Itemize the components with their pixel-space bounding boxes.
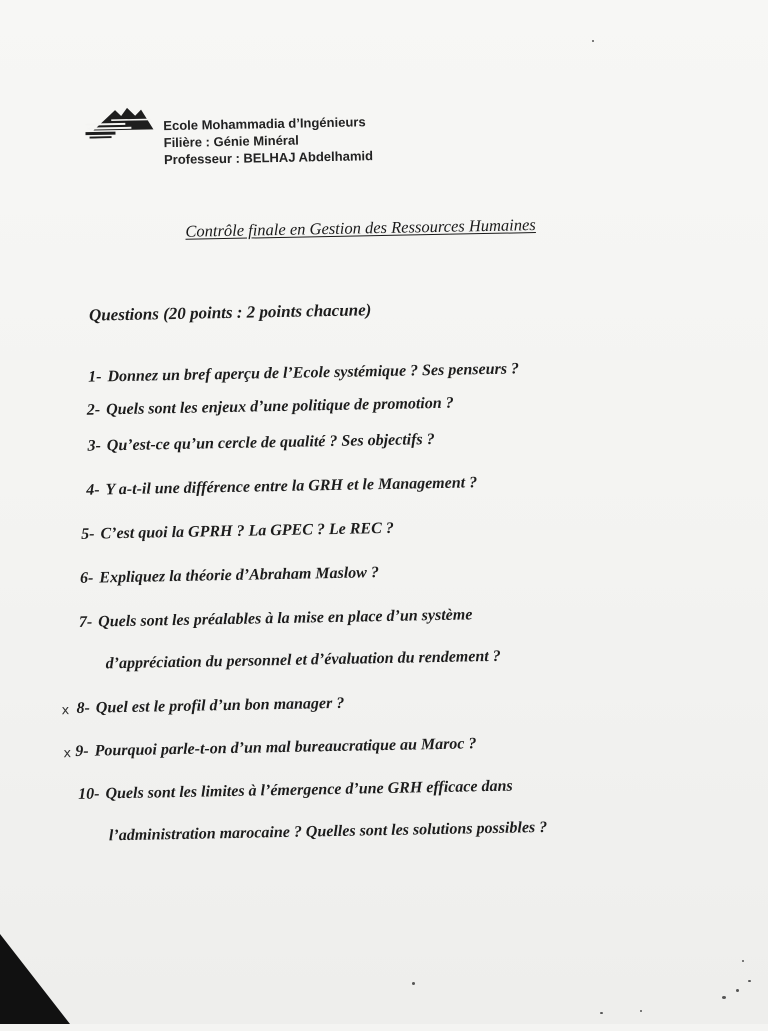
question-text: Quels sont les préalables à la mise en place d’un système <box>98 606 472 630</box>
question-text: Qu’est-ce qu’un cercle de qualité ? Ses objectifs ? <box>107 431 435 454</box>
question-item <box>87 395 454 420</box>
question-number: 2- <box>87 401 101 419</box>
question-number: 1- <box>88 368 102 386</box>
handwritten-mark: x <box>63 746 71 761</box>
question-item <box>75 735 476 761</box>
question-item <box>88 360 519 386</box>
questions-heading: Questions (20 points : 2 points chacune) <box>89 300 372 325</box>
question-item <box>79 606 473 632</box>
question-item <box>80 564 379 588</box>
question-continuation: l’administration marocaine ? Quelles sont les solutions possibles ? <box>109 819 548 845</box>
question-item <box>76 695 344 718</box>
question-number: 7- <box>79 614 93 632</box>
question-number: 8- <box>76 700 90 718</box>
question-text: Donnez un bref aperçu de l’Ecole systémique ? Ses penseurs ? <box>107 360 519 385</box>
question-text: Quels sont les enjeux d’une politique de promotion ? <box>106 395 454 419</box>
professor-line: Professeur : BELHAJ Abdelhamid <box>164 147 373 168</box>
question-text: Quels sont les limites à l’émergence d’une GRH efficace dans <box>105 778 512 803</box>
question-text: Pourquoi parle-t-on d’un mal bureaucratique au Maroc ? <box>95 735 477 759</box>
handwritten-mark: x <box>61 703 69 718</box>
question-number: 10- <box>78 786 100 804</box>
question-number: 4- <box>86 481 100 499</box>
question-item <box>81 520 394 544</box>
filiere-line: Filière : Génie Minéral <box>164 130 373 151</box>
question-continuation: d’appréciation du personnel et d’évaluation du rendement ? <box>106 648 501 674</box>
question-number: 6- <box>80 570 94 588</box>
question-item <box>86 474 477 499</box>
question-number: 3- <box>87 437 101 455</box>
question-text: Expliquez la théorie d’Abraham Maslow ? <box>99 564 379 586</box>
question-number: 9- <box>75 743 89 761</box>
question-number: 5- <box>81 526 95 544</box>
question-item <box>78 778 513 804</box>
question-text: Quel est le profil d’un bon manager ? <box>96 695 345 717</box>
question-text: C’est quoi la GPRH ? La GPEC ? Le REC ? <box>100 520 394 543</box>
question-item <box>87 431 435 456</box>
question-text: Y a-t-il une différence entre la GRH et le Management ? <box>105 474 477 498</box>
school-name: Ecole Mohammadia d’Ingénieurs <box>163 113 372 134</box>
exam-title: Contrôle finale en Gestion des Ressources Humaines <box>185 215 536 242</box>
